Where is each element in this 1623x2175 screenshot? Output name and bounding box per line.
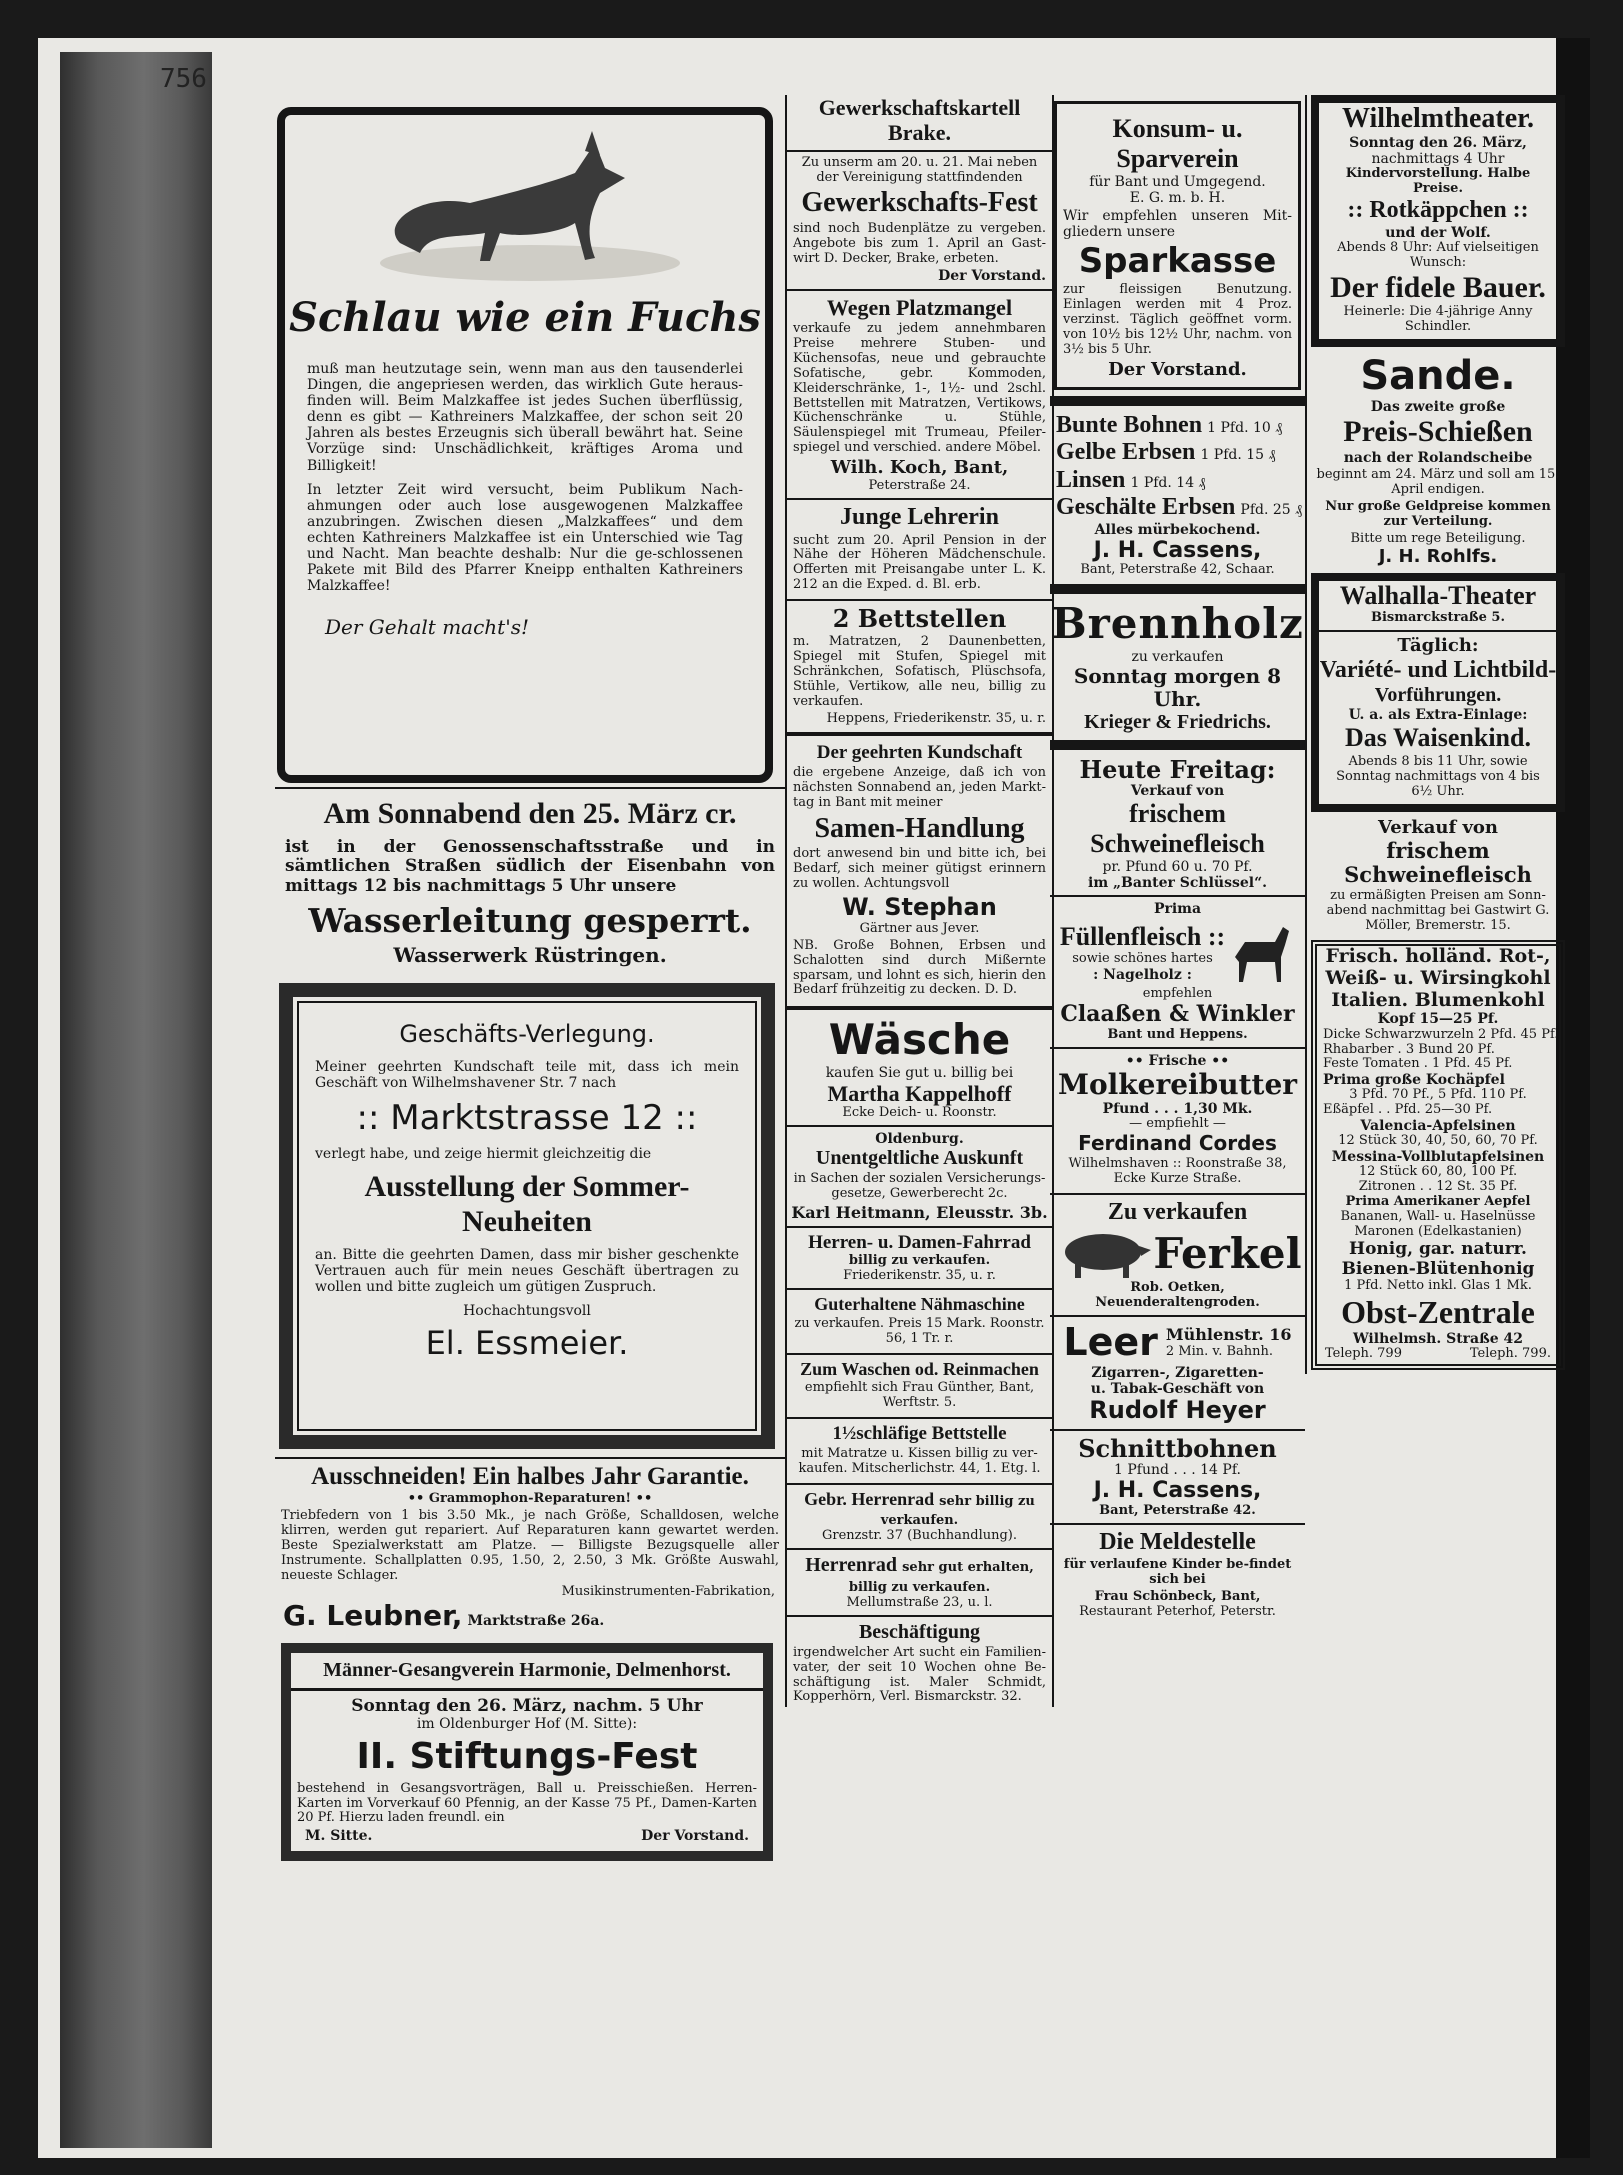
naehmaschine-body: zu verkaufen. Preis 15 Mark. Roonstr. 56, 1 Tr. r. (794, 1315, 1045, 1346)
wilhelmtheater-advert (1311, 95, 1565, 347)
cordes-name: Ferdinand Cordes (1078, 1130, 1277, 1155)
brennholz-headline: Brennholz (1051, 600, 1304, 649)
stephan-body-2: dort anwesend bin und bitte ich, bei Bedarf, sich meiner gütigst erinnern zu wollen. Achtungsvoll (793, 846, 1046, 892)
leubner-name: G. Leubner, (283, 1599, 463, 1633)
wilhelmtheater-headline-1: :: Rotkäppchen :: (1347, 197, 1529, 224)
naehmaschine-head: Guterhaltene Nähmaschine (814, 1294, 1025, 1315)
walhalla-today: Täglich: (1397, 635, 1479, 657)
fox-headline: Schlau wie ein Fuchs (289, 294, 761, 341)
gk-advert (787, 95, 1052, 285)
stephan-nb: NB. Große Bohnen, Erbsen und Schalotten sind durch Mißernte sparsam, und lohnt es sich, hierin den Bedarf frühzeitig zu decken. D. D. (793, 937, 1046, 998)
walhalla-body-2: Abends 8 bis 11 Uhr, sowie Sonntag nachmittags von 4 bis 6½ Uhr. (1336, 754, 1540, 800)
heyer-name: Rudolf Heyer (1089, 1396, 1266, 1425)
meldestelle-name: Frau Schönbeck, Bant, (1094, 1589, 1261, 1605)
heitmann-head: Unentgeltliche Auskunft (815, 1147, 1024, 1170)
ferkel-head: Zu verkaufen (1107, 1198, 1248, 1225)
heyer-advert (1050, 1321, 1305, 1424)
obst-item-13: Maronen (Edelkastanien) (1354, 1224, 1522, 1240)
konsum-sub-2: E. G. m. b. H. (1129, 189, 1226, 206)
konsum-sub-1: für Bant und Umgegend. (1089, 173, 1266, 190)
essmeier-title: Geschäfts-Verlegung. (399, 1020, 655, 1049)
cassens-item-2: Linsen 1 Pfd. 14 ₰ (1056, 466, 1206, 493)
obst-item-7: 12 Stück 30, 40, 50, 60, 70 Pf. (1338, 1133, 1538, 1149)
lehrerin-advert (787, 504, 1052, 595)
konsum-sign: Der Vorstand. (1108, 358, 1247, 380)
naehmaschine-advert (787, 1294, 1052, 1349)
cordes-addr: Wilhelmshaven :: Roonstraße 38, Ecke Kurze Straße. (1068, 1155, 1287, 1186)
schnittbohnen-advert (1050, 1435, 1305, 1519)
pig-icon (1053, 1226, 1153, 1281)
platz-name: Wilh. Koch, Bant, (830, 457, 1009, 479)
stephan-headline: Samen-Handlung (814, 813, 1025, 845)
meldestelle-addr: Restaurant Peterhof, Peterstr. (1079, 1604, 1276, 1620)
cassens-1-name: J. H. Cassens, (1093, 538, 1262, 564)
harmonie-body: bestehend in Gesangsvorträgen, Ball u. Preisschießen. Herren-Karten im Vorverkauf 60 Pfennig, an der Kasse 75 Pf., Damen-Karten 20 Pf. Hierzu laden freundl. ein (297, 1780, 757, 1826)
essmeier-headline: Ausstellung der Sommer-Neuheiten (364, 1170, 690, 1238)
essmeier-name: El. Essmeier. (425, 1324, 629, 1363)
heyer-body-1: Zigarren-, Zigaretten- (1091, 1364, 1264, 1381)
waschen-advert (787, 1359, 1052, 1414)
konsum-body-1: Wir empfehlen unseren Mit-gliedern unsere (1063, 207, 1292, 241)
fuellen-headline: Füllenfleisch :: (1059, 922, 1226, 951)
sande-body-1: Das zweite große (1370, 399, 1506, 416)
obst-item-0: Dicke Schwarzwurzeln 2 Pfd. 45 Pf. (1323, 1026, 1559, 1042)
ferkel-addr: Rob. Oetken, Neuenderaltengroden. (1095, 1280, 1260, 1311)
cassens-1-addr: Bant, Peterstraße 42, Schaar. (1080, 562, 1275, 578)
ferkel-advert (1050, 1199, 1305, 1311)
essmeier-body-2: verlegt habe, und zeige hiermit gleichzeitig die (315, 1145, 652, 1162)
stephan-body-1: die ergebene Anzeige, daß ich von nächsten Sonnabend an, jeden Markt-tag in Bant mit meiner (793, 765, 1046, 811)
essmeier-body-1: Meiner geehrten Kundschaft teile mit, dass ich mein Geschäft von Wilhelmshavener Str. 7 nach (315, 1058, 739, 1091)
cassens-1-advert (1050, 412, 1305, 579)
obst-item-1: Rhabarber . 3 Bund 20 Pf. (1323, 1041, 1495, 1057)
beschaeftigung-advert (787, 1621, 1052, 1708)
wasser-headline: Wasserleitung gesperrt. (308, 901, 752, 941)
stephan-advert (787, 742, 1052, 1000)
leubner-advert (275, 1463, 785, 1633)
cordes-pre: •• Frische •• (1125, 1052, 1230, 1069)
walhalla-headline-3: Das Waisenkind. (1345, 723, 1531, 753)
bettstelle-head: 1½schläfige Bettstelle (832, 1423, 1007, 1445)
sande-body-4: Nur große Geldpreise kommen zur Verteilung. (1325, 498, 1551, 529)
waschen-body: empfiehlt sich Frau Günther, Bant, Werftstr. 5. (804, 1380, 1035, 1411)
stephan-head: Der geehrten Kundschaft (816, 742, 1023, 764)
herrenrad-2-advert (787, 1554, 1052, 1611)
konsum-body-2: zur fleissigen Benutzung. Einlagen werden mit 4 Proz. verzinst. Täglich geöffnet vorm. von 10½ bis 12½ Uhr, nachm. von 3½ bis 5 Uhr. (1063, 282, 1292, 357)
gk-sign: Der Vorstand. (938, 268, 1046, 285)
cordes-body: — empfiehlt — (1129, 1116, 1226, 1132)
walhalla-addr: Bismarckstraße 5. (1370, 610, 1506, 626)
fox-body-1: muß man heutzutage sein, wenn man aus den tausenderlei Dingen, die angepriesen werden, das wirklich Gute heraus-finden will. Beim Malzkaffee ist jedes Suchen überflüssig, denn es gibt — Kathreiners Malzkaffee, der schon seit 20 Jahren als bestes Erzeugnis sich überall bewährt hat. Seine Vorzüge sind: Unschädlichkeit, kräftiges Aroma und Billigkeit! (307, 361, 743, 474)
obst-item-5: Eßäpfel . . Pfd. 25—30 Pf. (1323, 1102, 1493, 1118)
wilhelmtheater-head: Wilhelmtheater. (1341, 103, 1535, 134)
gk-body-1: Zu unserm am 20. u. 21. Mai neben der Vereinigung stattfindenden (801, 154, 1038, 185)
harmonie-date: Sonntag den 26. März, nachm. 5 Uhr (351, 1695, 703, 1716)
obst-h2: Weiß- u. Wirsingkohl (1325, 966, 1551, 989)
schwein-advert (1050, 756, 1305, 892)
harmonie-advert (281, 1643, 773, 1861)
obst-item-14: Honig, gar. naturr. (1349, 1239, 1527, 1260)
lehrerin-body: sucht zum 20. April Pension in der Nähe der Höheren Mädchenschule. Offerten mit Preisangabe unter L. K. 212 an die Exped. d. Bl. erb. (793, 532, 1046, 593)
schnittbohnen-head: Schnittbohnen (1078, 1434, 1277, 1463)
obst-item-11: Prima Amerikaner Aepfel (1345, 1194, 1531, 1210)
fox-advert (277, 107, 773, 783)
brennholz-advert (1050, 600, 1305, 733)
harmonie-headline: II. Stiftungs-Fest (356, 1736, 698, 1778)
sande-body-3: beginnt am 24. März und soll am 15. April endigen. (1316, 466, 1560, 497)
wasser-sign: Wasserwerk Rüstringen. (393, 943, 667, 968)
book-spine (60, 52, 212, 2148)
bettstellen-head: 2 Bettstellen (832, 605, 1007, 634)
schwein-body-1: Verkauf von (1130, 783, 1225, 800)
heyer-headline: Leer (1063, 1321, 1158, 1365)
wilhelmtheater-body-4: und der Wolf. (1385, 224, 1491, 241)
ferkel-headline: Ferkel (1153, 1228, 1302, 1278)
obst-item-6: Valencia-Apfelsinen (1360, 1118, 1516, 1135)
walhalla-advert (1311, 573, 1565, 812)
heitmann-name: Karl Heitmann, Eleusstr. 3b. (791, 1203, 1048, 1223)
obst-h3: Italien. Blumenkohl (1331, 988, 1545, 1011)
moeller-head: Verkauf von (1377, 818, 1499, 839)
obst-h4: Kopf 15—25 Pf. (1377, 1011, 1499, 1028)
waesche-headline: Wäsche (828, 1016, 1011, 1065)
sande-name: J. H. Rohlfs. (1378, 545, 1498, 567)
horse-icon (1225, 917, 1295, 987)
herrenrad-2-head: Herrenrad (805, 1553, 898, 1576)
wilhelmtheater-body-2: nachmittags 4 Uhr (1371, 151, 1505, 168)
essmeier-regards: Hochachtungsvoll (463, 1303, 591, 1320)
column-1 (275, 95, 785, 1861)
essmeier-address: :: Marktstrasse 12 :: (356, 1097, 698, 1138)
beschaeftigung-head: Beschäftigung (858, 1620, 981, 1643)
obst-item-10: Zitronen . . 12 St. 35 Pf. (1358, 1179, 1518, 1195)
waesche-name: Martha Kappelhoff (827, 1080, 1012, 1106)
fuellen-advert (1050, 901, 1305, 1042)
schnittbohnen-addr: Bant, Peterstraße 42. (1099, 1502, 1256, 1518)
wilhelmtheater-body-6: Heinerle: Die 4-jährige Anny Schindler. (1343, 304, 1533, 335)
fahrrad-sub: billig zu verkaufen. (848, 1253, 991, 1269)
wasser-notice (275, 797, 785, 967)
obst-item-16: 1 Pfd. Netto inkl. Glas 1 Mk. (1344, 1278, 1532, 1294)
bettstelle-body: mit Matratze u. Kissen billig zu ver-kaufen. Mitscherlichstr. 44, 1. Etg. l. (798, 1446, 1041, 1477)
harmonie-sign-left: M. Sitte. (305, 1828, 373, 1845)
heyer-side-2: 2 Min. v. Bahnh. (1165, 1343, 1274, 1359)
leubner-title: Ausschneiden! Ein halbes Jahr Garantie. (311, 1463, 749, 1491)
moeller-advert (1307, 818, 1569, 936)
fahrrad-head: Herren- u. Damen-Fahrrad (808, 1232, 1031, 1254)
obst-headline: Obst-Zentrale (1341, 1294, 1535, 1331)
harmonie-sign-right: Der Vorstand. (641, 1828, 749, 1845)
sande-headline: Sande. (1360, 353, 1516, 400)
brennholz-name: Krieger & Friedrichs. (1084, 710, 1271, 733)
obst-item-4: 3 Pfd. 70 Pf., 5 Pfd. 110 Pf. (1349, 1087, 1527, 1103)
schwein-head: Heute Freitag: (1079, 755, 1276, 784)
cassens-1-note: Alles mürbekochend. (1094, 522, 1261, 538)
meldestelle-head: Die Meldestelle (1099, 1528, 1256, 1555)
fahrrad-addr: Friederikenstr. 35, u. r. (843, 1268, 996, 1284)
wasser-body: ist in der Genossenschaftsstraße und in sämtlichen Straßen südlich der Eisenbahn von mittags 12 bis nachmittags 5 Uhr unsere (285, 836, 775, 896)
column-2 (785, 95, 1054, 1707)
schnittbohnen-name: J. H. Cassens, (1093, 1478, 1262, 1504)
herrenrad-1-head: Gebr. Herrenrad (804, 1488, 935, 1509)
heitmann-body: in Sachen der sozialen Versicherungs-gesetze, Gewerberecht 2c. (793, 1171, 1046, 1202)
platz-body: verkaufe zu jedem annehmbaren Preise mehrere Stuben- und Küchensofas, neue und gebrauchte Sofatische, gebr. Kommoden, Kleiderschränke, 1-, 1½- und 2schl. Bettstellen mit Matratzen, Vertikows, Küchenschränke u. Stühle, Säulenspiegel mit Trumeau, Pfeiler-spiegel und verschied. andere Möbel. (793, 320, 1046, 456)
herrenrad-1-side: sehr billig zu verkaufen. (880, 1493, 1035, 1528)
waesche-advert (787, 1016, 1052, 1121)
leubner-sub: •• Grammophon-Reparaturen! •• (407, 1490, 653, 1506)
herrenrad-2-addr: Mellumstraße 23, u. l. (846, 1594, 993, 1610)
sande-body-5: Bitte um rege Beteiligung. (1350, 530, 1526, 546)
bettstellen-body: m. Matratzen, 2 Daunenbetten, Spiegel mit Stufen, Spiegel mit Schränkchen, Sofatisch, Plüschsofa, Stühle, Vertikow, alle neu, billig zu verkaufen. (793, 633, 1046, 709)
meldestelle-body: für verlaufene Kinder be-findet sich bei (1063, 1557, 1292, 1588)
obst-item-12: Bananen, Wall- u. Haselnüsse (1340, 1209, 1536, 1225)
fahrrad-advert (787, 1232, 1052, 1284)
brennholz-body-2: Sonntag morgen 8 Uhr. (1073, 663, 1282, 711)
lehrerin-head: Junge Lehrerin (840, 503, 999, 530)
cordes-headline: Molkereibutter (1057, 1067, 1298, 1101)
page-number: 756 (160, 64, 207, 94)
schwein-body-3: im „Banter Schlüssel“. (1088, 875, 1267, 892)
obst-item-2: Feste Tomaten . 1 Pfd. 45 Pf. (1323, 1056, 1513, 1072)
leubner-addr: Marktstraße 26a. (467, 1613, 605, 1630)
fuellen-prima: Prima (1153, 901, 1202, 918)
herrenrad-2-side: sehr gut erhalten, billig zu verkaufen. (848, 1559, 1034, 1595)
heyer-side-1: Mühlenstr. 16 (1165, 1325, 1292, 1345)
fox-signature: Der Gehalt macht's! (325, 615, 530, 640)
wilhelmtheater-body-5: Abends 8 Uhr: Auf vielseitigen Wunsch: (1337, 239, 1539, 270)
gk-headline: Gewerkschafts-Fest (801, 187, 1038, 219)
column-4 (1305, 95, 1569, 1374)
heyer-body-2: u. Tabak-Geschäft von (1090, 1381, 1265, 1398)
wilhelmtheater-headline-2: Der fidele Bauer. (1330, 270, 1546, 304)
obst-tel-left: Teleph. 799 (1325, 1346, 1402, 1362)
cordes-advert (1050, 1053, 1305, 1189)
leubner-fab: Musikinstrumenten-Fabrikation, (561, 1584, 775, 1600)
column-3 (1050, 95, 1305, 1620)
obst-item-8: Messina-Vollblutapfelsinen (1331, 1149, 1545, 1166)
platz-head: Wegen Platzmangel (826, 294, 1013, 320)
obst-h1: Frisch. holländ. Rot-, (1325, 944, 1551, 967)
leubner-body: Triebfedern von 1 bis 3.50 Mk., je nach Größe, Schalldosen, welche klirren, werden gut repariert. Auf Reparaturen kann gewartet werden. Beste Spezialwerkstatt am Platze. — Billigste Bezugsquelle aller Instrumente. Schallplatten 0.95, 1.50, 2, 2.50, 3 Mk. Größte Auswahl, neueste Schlager. (281, 1507, 779, 1583)
stephan-name: W. Stephan (842, 893, 997, 922)
walhalla-headline: Variété- und Lichtbild- (1319, 656, 1557, 683)
gk-body-2: sind noch Budenplätze zu vergeben. Angebote bis zum 1. April an Gast-wirt D. Decker, Brake, erbeten. (793, 220, 1046, 266)
waschen-head: Zum Waschen od. Reinmachen (800, 1358, 1039, 1379)
obst-item-9: 12 Stück 60, 80, 100 Pf. (1358, 1164, 1518, 1180)
platz-addr: Peterstraße 24. (868, 477, 971, 493)
obst-advert (1311, 940, 1565, 1370)
sande-advert (1307, 353, 1569, 567)
wilhelmtheater-body-1: Sonntag den 26. März, (1349, 135, 1527, 152)
fuellen-name: Claaßen & Winkler (1060, 1001, 1295, 1028)
bettstellen-addr: Heppens, Friederikenstr. 35, u. r. (826, 710, 1046, 726)
obst-item-3: Prima große Kochäpfel (1323, 1072, 1505, 1089)
platz-advert (787, 295, 1052, 494)
konsum-advert (1054, 101, 1301, 390)
bettstellen-advert (787, 605, 1052, 726)
stephan-role: Gärtner aus Jever. (859, 920, 980, 936)
beschaeftigung-body: irgendwelcher Art sucht ein Familien-vater, der seit 10 Wochen ohne Be-schäftigung ist. Maler Schmidt, Kopperhörn, Verl. Bismarckstr. 32. (793, 1644, 1046, 1705)
sande-body-2: nach der Rolandscheibe (1343, 449, 1533, 466)
cassens-item-3: Geschälte Erbsen Pfd. 25 ₰ (1056, 494, 1303, 521)
wasser-title: Am Sonnabend den 25. März cr. (323, 797, 737, 830)
obst-addr: Wilhelmsh. Straße 42 (1352, 1330, 1524, 1347)
obst-tel-right: Teleph. 799. (1469, 1346, 1551, 1362)
fuellen-body-1: sowie schönes hartes (1072, 950, 1213, 966)
moeller-headline: frischem Schweinefleisch (1344, 837, 1532, 887)
fuellen-body-3: empfehlen (1142, 986, 1213, 1002)
schwein-body-2: pr. Pfund 60 u. 70 Pf. (1102, 859, 1253, 876)
fuellen-body-2: : Nagelholz : (1093, 966, 1192, 983)
walhalla-headline-2: Vorführungen. (1374, 684, 1502, 707)
waesche-addr: Ecke Deich- u. Roonstr. (842, 1105, 997, 1121)
konsum-headline: Sparkasse (1078, 241, 1277, 282)
meldestelle-advert (1050, 1529, 1305, 1620)
brennholz-body-1: zu verkaufen (1131, 648, 1224, 665)
essmeier-body-3: an. Bitte die geehrten Damen, dass mir bisher geschenkte Vertrauen auch für mein neues Geschäft übertragen zu wollen und bitte zugleich um gütigen Zuspruch. (315, 1247, 739, 1296)
schnittbohnen-price: 1 Pfund . . . 14 Pf. (1114, 1462, 1241, 1479)
essmeier-advert (279, 983, 775, 1449)
heitmann-city: Oldenburg. (875, 1131, 964, 1148)
walhalla-head: Walhalla-Theater (1339, 581, 1537, 611)
konsum-head: Konsum- u. Sparverein (1112, 114, 1243, 173)
harmonie-place: im Oldenburger Hof (M. Sitte): (416, 1716, 638, 1733)
fuellen-addr: Bant und Heppens. (1107, 1026, 1248, 1042)
moeller-body: zu ermäßigten Preisen am Sonn-abend nachmittag bei Gastwirt G. Möller, Bremerstr. 15. (1326, 888, 1550, 933)
gk-head: Gewerkschaftskartell Brake. (818, 95, 1021, 146)
wilhelmtheater-body-3: Kindervorstellung. Halbe Preise. (1345, 166, 1531, 197)
schwein-headline: frischem Schweinefleisch (1090, 799, 1265, 859)
waesche-body: kaufen Sie gut u. billig bei (825, 1064, 1014, 1081)
sande-headline-2: Preis-Schießen (1343, 415, 1533, 449)
fox-illustration-icon (360, 123, 690, 283)
harmonie-title: Männer-Gesangverein Harmonie, Delmenhorst. (323, 1658, 731, 1681)
fox-body-2: In letzter Zeit wird versucht, beim Publikum Nach-ahmungen oder auch lose ausgewogenen Malzkaffee anzubringen. Zwischen diesen „Malzkaffees“ und dem echten Kathreiners Malzkaffee ist ein Unterschied wie Tag und Nacht. Man beachte deshalb: Nur die ge-schlossenen Pakete mit Bild des Pfarrer Kneipp enthalten Kathreiners Malzkaffee! (307, 481, 743, 595)
walhalla-body-1: U. a. als Extra-Einlage: (1348, 707, 1528, 724)
bettstelle-advert (787, 1423, 1052, 1479)
cordes-price: Pfund . . . 1,30 Mk. (1102, 1100, 1253, 1117)
heitmann-advert (787, 1131, 1052, 1222)
cassens-item-0: Bunte Bohnen 1 Pfd. 10 ₰ (1056, 411, 1283, 438)
herrenrad-1-addr: Grenzstr. 37 (Buchhandlung). (821, 1527, 1018, 1543)
cassens-item-1: Gelbe Erbsen 1 Pfd. 15 ₰ (1056, 439, 1276, 466)
obst-item-15: Bienen-Blütenhonig (1341, 1258, 1535, 1279)
herrenrad-1-advert (787, 1489, 1052, 1544)
